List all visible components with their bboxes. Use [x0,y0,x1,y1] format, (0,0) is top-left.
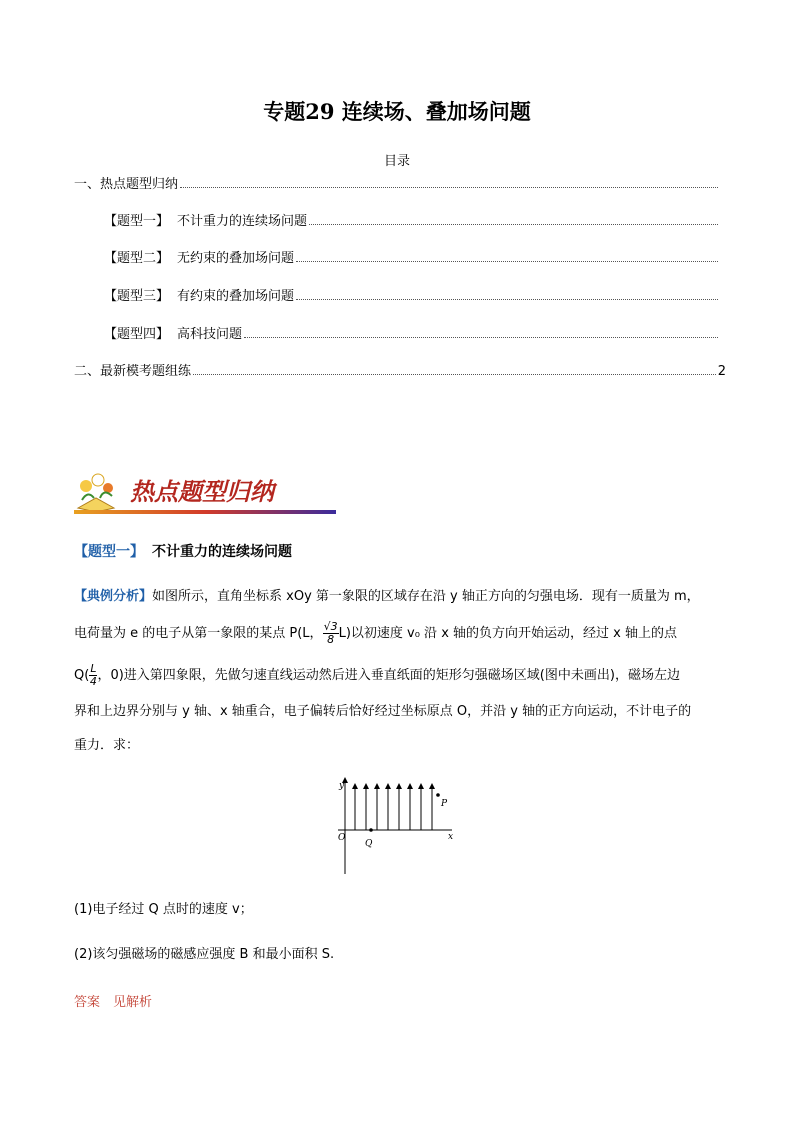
q-label: Q [365,839,373,849]
problem-line-3 [74,663,724,688]
problem-text: 电荷量为 e 的电子从第一象限的某点 P(L， [74,626,323,641]
toc-item-4[interactable] [104,286,726,304]
question-1: (1)电子经过 Q 点时的速度 v； [74,902,253,917]
toc-label: 无约束的叠加场问题 [177,251,295,266]
fraction-sqrt3-over-8: $\frac{√3}{8}$ [323,620,338,646]
toc-tag: 【题型一】 [104,214,170,229]
problem-text: 如图所示，直角坐标系 xOy 第一象限的区域存在沿 y 轴正方向的匀强电场．现有一质量为 m， [152,589,700,604]
field-diagram [330,776,465,876]
toc-label: 高科技问题 [177,327,243,342]
p-label: P [441,799,448,809]
toc-leader [180,187,718,188]
section-label: 不计重力的连续场问题 [152,544,292,560]
toc-item-6[interactable] [74,361,726,379]
toc-tag: 【题型四】 [104,327,170,342]
toc-item-5[interactable] [104,324,726,342]
banner-text: 热点题型归纳 [130,477,274,506]
toc-page: 2 [717,364,726,379]
section-heading [74,541,292,561]
y-label: y [339,781,345,791]
toc-label: 二、最新模考题组练 [74,364,192,379]
problem-text: ，0)进入第四象限，先做匀速直线运动然后进入垂直纸面的矩形匀强磁场区域(图中未画出)，磁场左边 [97,668,680,683]
toc-tag: 【题型二】 [104,251,170,266]
answer-text: 答案 见解析 [74,995,153,1010]
document-title: 专题29 连续场、叠加场问题 [263,99,531,124]
book-flowers-icon [78,474,114,512]
toc-item-2[interactable] [104,211,726,229]
point-q [369,828,373,832]
toc-label: 有约束的叠加场问题 [177,289,295,304]
problem-line-1 [74,587,724,607]
toc-heading: 目录 [383,154,410,169]
toc-item-3[interactable] [104,248,726,266]
toc-label: 一、热点题型归纳 [74,177,179,192]
problem-tag: 【典例分析】 [74,589,153,604]
toc-tag: 【题型三】 [104,289,170,304]
x-label: x [448,832,454,842]
toc-leader [296,299,718,300]
problem-line-5: 重力．求： [74,738,140,753]
toc-leader [193,374,716,375]
point-p [436,793,440,797]
toc-leader [296,261,718,262]
problem-line-2 [74,621,724,646]
origin-label: O [338,833,346,843]
question-2: (2)该匀强磁场的磁感应强度 B 和最小面积 S. [74,947,335,962]
problem-text: L)以初速度 v₀ 沿 x 轴的负方向开始运动，经过 x 轴上的点 [338,626,677,641]
section-banner [74,468,336,516]
toc-leader [244,337,718,338]
problem-text: Q( [74,668,90,683]
section-tag: 【题型一】 [74,544,144,560]
field-lines [355,786,432,830]
toc-leader [309,224,718,225]
fraction-l-over-4: $\frac{L}{4}$ [89,662,97,688]
toc-item-1[interactable] [74,174,726,192]
toc-label: 不计重力的连续场问题 [177,214,308,229]
problem-line-4: 界和上边界分别与 y 轴、x 轴重合，电子偏转后恰好经过坐标原点 O，并沿 y 轴的正方向运动，不计电子的 [74,704,692,719]
